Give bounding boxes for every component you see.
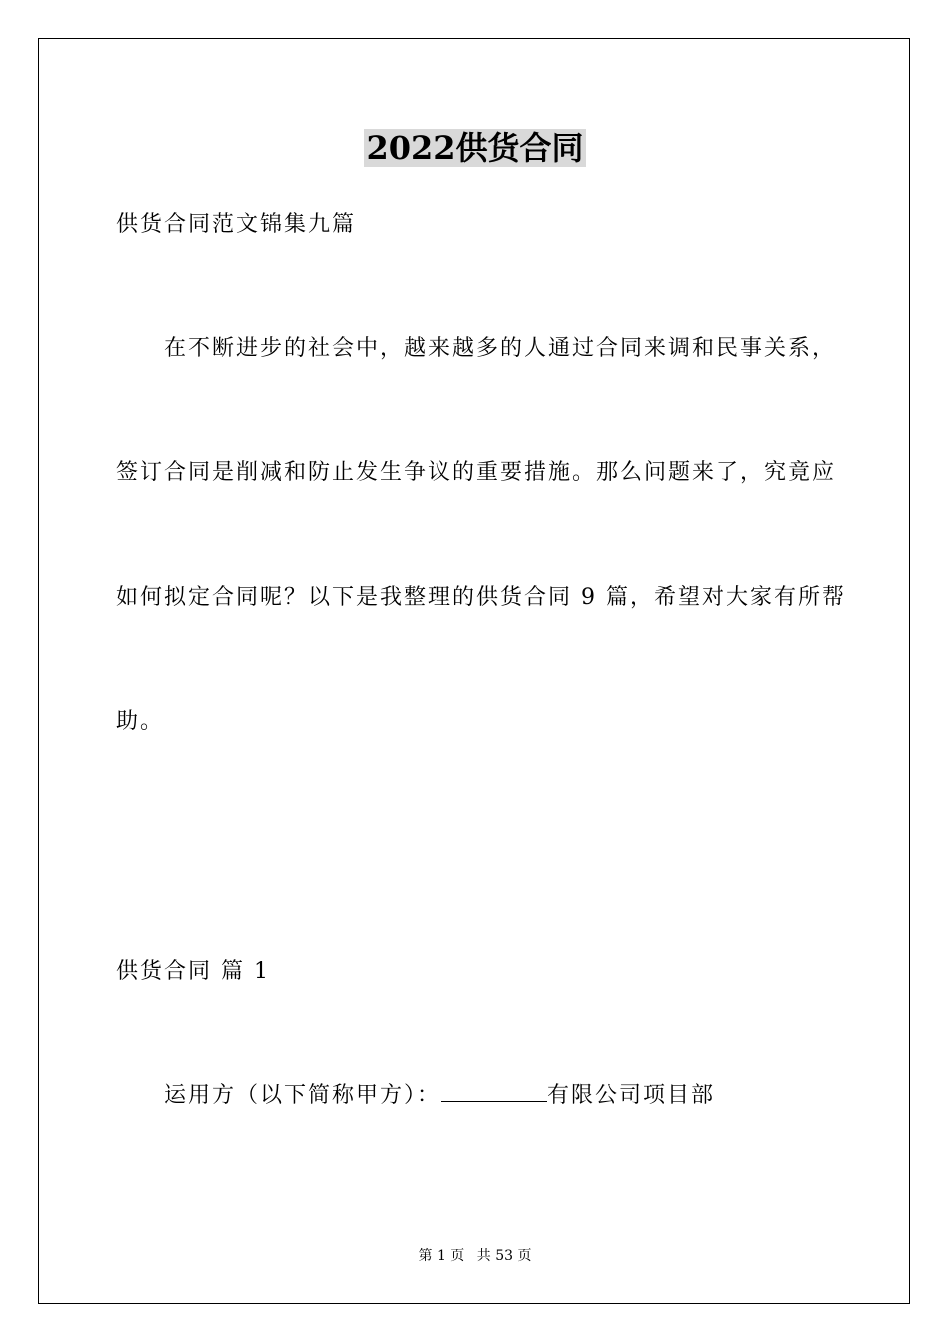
page-total: 共 53 页 xyxy=(476,1248,532,1264)
intro-line-4: 助。 xyxy=(116,709,165,734)
document-title xyxy=(0,126,950,170)
page-number: 第 1 页 xyxy=(418,1248,465,1264)
document-title-text: 2022供货合同 xyxy=(366,129,584,167)
intro-line-1: 在不断进步的社会中，越来越多的人通过合同来调和民事关系， xyxy=(164,336,837,361)
party-line-suffix: 有限公司项目部 xyxy=(547,1083,716,1108)
page-footer xyxy=(0,1246,950,1266)
intro-line-3: 如何拟定合同呢？以下是我整理的供货合同 9 篇，希望对大家有所帮 xyxy=(116,585,846,610)
party-line-prefix: 运用方（以下简称甲方）： xyxy=(164,1083,442,1108)
section-heading: 供货合同 篇 1 xyxy=(116,959,270,984)
intro-line-2: 签订合同是削减和防止发生争议的重要措施。那么问题来了，究竟应 xyxy=(116,460,837,485)
party-line xyxy=(164,1081,715,1111)
document-subtitle: 供货合同范文锦集九篇 xyxy=(116,212,357,237)
fill-in-blank xyxy=(441,1081,547,1102)
